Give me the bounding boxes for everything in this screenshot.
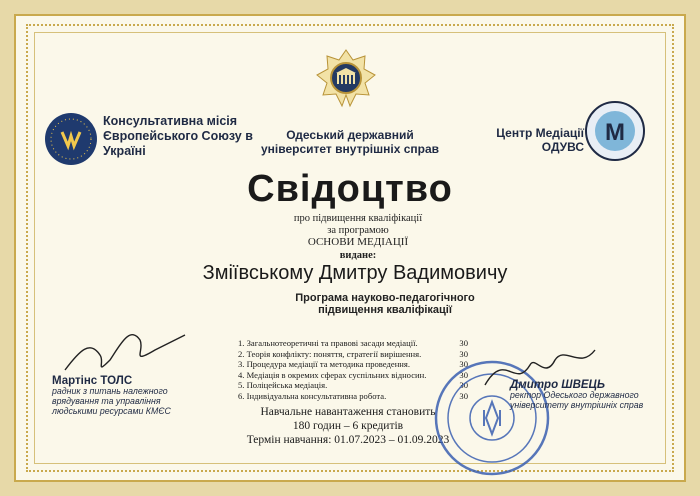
subject-row: 6. Індивідуальна консультативна робота. 30 bbox=[238, 390, 468, 401]
program-type: Програма науково-педагогічного підвищення кваліфікації bbox=[295, 292, 475, 316]
university-crest bbox=[315, 48, 377, 110]
signer-left bbox=[52, 376, 202, 416]
study-load bbox=[238, 405, 458, 447]
mediation-center-logo bbox=[584, 100, 646, 162]
load-line: Термін навчання: 01.07.2023 – 01.09.2023 bbox=[246, 434, 450, 446]
university-name: Одеський державний університет внутрішніх справ bbox=[260, 128, 439, 156]
signer-right-title: ректор Одеського державного університету внутрішніх справ bbox=[510, 390, 644, 410]
program-label: за програмою bbox=[327, 225, 389, 236]
certificate-subtitle: про підвищення кваліфікації bbox=[293, 213, 423, 224]
signer-right bbox=[510, 380, 660, 410]
mediation-logo-letter: M bbox=[605, 119, 625, 146]
certificate-title: Свідоцтво bbox=[247, 168, 453, 210]
signer-right-name: Дмитро ШВЕЦЬ bbox=[510, 379, 606, 391]
load-line: Навчальне навантаження становить bbox=[260, 406, 436, 418]
program-name: ОСНОВИ МЕДІАЦІЇ bbox=[307, 236, 409, 248]
subject-row: 3. Процедура медіації та методика проведення. 30 bbox=[238, 359, 468, 370]
subject-row: 1. Загальнотеоретичні та правові засади медіації. 30 bbox=[238, 338, 468, 348]
signer-left-title: радник з питань належного врядування та управління людськими ресурсами КМЄС bbox=[52, 386, 171, 416]
recipient-name: Зміївському Дмитру Вадимовичу bbox=[202, 262, 508, 284]
load-line: 180 годин – 6 кредитів bbox=[292, 420, 404, 432]
subject-row: 4. Медіація в окремих сферах суспільних відносин. 30 bbox=[238, 369, 468, 380]
right-org-name: Центр Медіації ОДУВС bbox=[496, 126, 584, 154]
subject-row: 5. Поліцейська медіація. 30 bbox=[238, 380, 468, 391]
signature-left bbox=[60, 320, 190, 380]
issued-label: видане: bbox=[339, 250, 377, 261]
subject-row: 2. Теорія конфлікту: поняття, стратегії вирішення. 30 bbox=[238, 348, 468, 359]
eu-mission-logo bbox=[44, 112, 98, 166]
left-org-name: Консультативна місія Європейського Союзу в Україні bbox=[103, 114, 253, 158]
signer-left-name: Мартінс ТОЛС bbox=[52, 375, 133, 387]
